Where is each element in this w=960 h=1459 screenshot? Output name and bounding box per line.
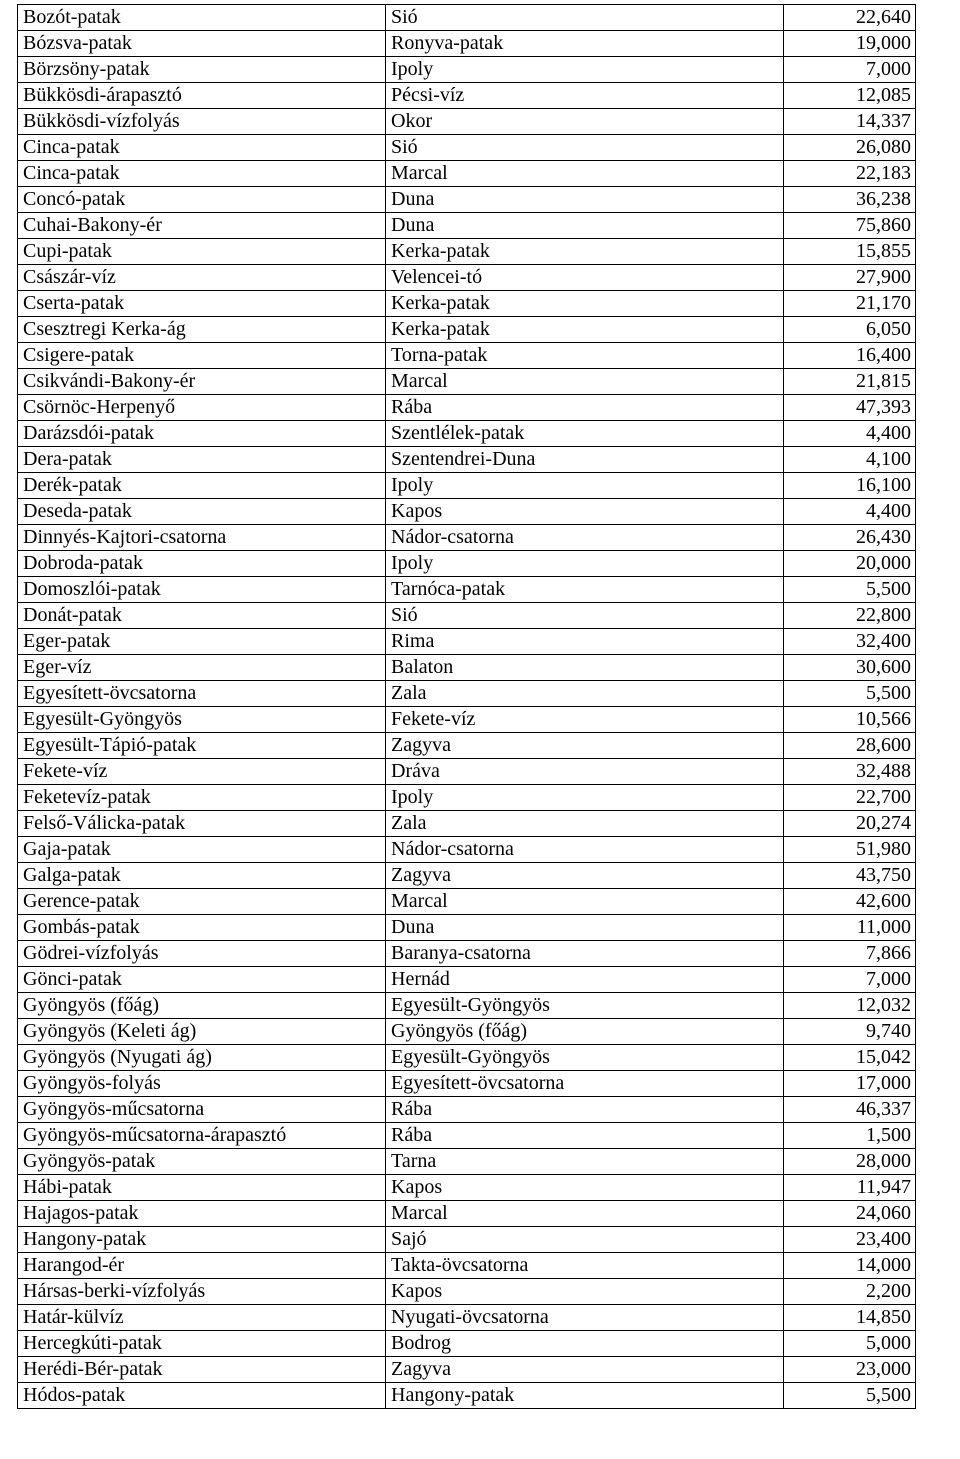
recipient-cell: Sió (386, 5, 784, 31)
recipient-cell: Nyugati-övcsatorna (386, 1305, 784, 1331)
length-cell: 7,866 (784, 941, 916, 967)
length-cell: 32,400 (784, 629, 916, 655)
watercourse-name-cell: Derék-patak (18, 473, 386, 499)
table-row (18, 1097, 916, 1123)
watercourse-name-cell: Darázsdói-patak (18, 421, 386, 447)
table-row (18, 655, 916, 681)
length-cell: 28,600 (784, 733, 916, 759)
recipient-cell: Ipoly (386, 785, 784, 811)
recipient-cell: Szentlélek-patak (386, 421, 784, 447)
table-row (18, 5, 916, 31)
recipient-cell: Egyesült-Gyöngyös (386, 993, 784, 1019)
recipient-cell: Marcal (386, 1201, 784, 1227)
watercourse-name-cell: Hangony-patak (18, 1227, 386, 1253)
length-cell: 11,947 (784, 1175, 916, 1201)
watercourse-name-cell: Határ-külvíz (18, 1305, 386, 1331)
table-row (18, 629, 916, 655)
watercourse-name-cell: Hábi-patak (18, 1175, 386, 1201)
length-cell: 16,100 (784, 473, 916, 499)
watercourse-name-cell: Feketevíz-patak (18, 785, 386, 811)
recipient-cell: Takta-övcsatorna (386, 1253, 784, 1279)
watercourse-name-cell: Concó-patak (18, 187, 386, 213)
length-cell: 23,000 (784, 1357, 916, 1383)
length-cell: 12,032 (784, 993, 916, 1019)
watercourse-name-cell: Dinnyés-Kajtori-csatorna (18, 525, 386, 551)
length-cell: 20,000 (784, 551, 916, 577)
recipient-cell: Ronyva-patak (386, 31, 784, 57)
length-cell: 21,170 (784, 291, 916, 317)
recipient-cell: Bodrog (386, 1331, 784, 1357)
length-cell: 4,100 (784, 447, 916, 473)
length-cell: 42,600 (784, 889, 916, 915)
recipient-cell: Rába (386, 1097, 784, 1123)
recipient-cell: Kerka-patak (386, 317, 784, 343)
watercourse-name-cell: Gyöngyös-patak (18, 1149, 386, 1175)
watercourse-name-cell: Harangod-ér (18, 1253, 386, 1279)
length-cell: 23,400 (784, 1227, 916, 1253)
table-row (18, 473, 916, 499)
watercourse-name-cell: Felső-Válicka-patak (18, 811, 386, 837)
watercourse-name-cell: Dera-patak (18, 447, 386, 473)
recipient-cell: Ipoly (386, 57, 784, 83)
watercourse-name-cell: Hódos-patak (18, 1383, 386, 1409)
length-cell: 12,085 (784, 83, 916, 109)
watercourse-name-cell: Gödrei-vízfolyás (18, 941, 386, 967)
recipient-cell: Okor (386, 109, 784, 135)
recipient-cell: Tarnóca-patak (386, 577, 784, 603)
table-row (18, 993, 916, 1019)
table-row (18, 187, 916, 213)
length-cell: 22,800 (784, 603, 916, 629)
recipient-cell: Velencei-tó (386, 265, 784, 291)
length-cell: 75,860 (784, 213, 916, 239)
table-row (18, 1201, 916, 1227)
length-cell: 26,080 (784, 135, 916, 161)
table-row (18, 1357, 916, 1383)
recipient-cell: Duna (386, 187, 784, 213)
watercourse-name-cell: Gönci-patak (18, 967, 386, 993)
length-cell: 22,640 (784, 5, 916, 31)
table-row (18, 1123, 916, 1149)
recipient-cell: Rába (386, 1123, 784, 1149)
length-cell: 22,183 (784, 161, 916, 187)
watercourse-name-cell: Gaja-patak (18, 837, 386, 863)
watercourse-name-cell: Bozót-patak (18, 5, 386, 31)
length-cell: 14,000 (784, 1253, 916, 1279)
watercourse-name-cell: Császár-víz (18, 265, 386, 291)
watercourse-name-cell: Csikvándi-Bakony-ér (18, 369, 386, 395)
length-cell: 32,488 (784, 759, 916, 785)
length-cell: 5,500 (784, 1383, 916, 1409)
watercourse-name-cell: Hajagos-patak (18, 1201, 386, 1227)
recipient-cell: Ipoly (386, 473, 784, 499)
recipient-cell: Gyöngyös (főág) (386, 1019, 784, 1045)
length-cell: 36,238 (784, 187, 916, 213)
table-row (18, 1175, 916, 1201)
watercourse-name-cell: Galga-patak (18, 863, 386, 889)
recipient-cell: Ipoly (386, 551, 784, 577)
recipient-cell: Hangony-patak (386, 1383, 784, 1409)
length-cell: 5,500 (784, 577, 916, 603)
table-row (18, 1045, 916, 1071)
length-cell: 7,000 (784, 967, 916, 993)
watercourse-name-cell: Hercegkúti-patak (18, 1331, 386, 1357)
table-row (18, 239, 916, 265)
recipient-cell: Marcal (386, 161, 784, 187)
length-cell: 24,060 (784, 1201, 916, 1227)
recipient-cell: Torna-patak (386, 343, 784, 369)
watercourse-name-cell: Bükkösdi-vízfolyás (18, 109, 386, 135)
length-cell: 14,337 (784, 109, 916, 135)
recipient-cell: Fekete-víz (386, 707, 784, 733)
length-cell: 26,430 (784, 525, 916, 551)
table-row (18, 161, 916, 187)
table-row (18, 265, 916, 291)
length-cell: 6,050 (784, 317, 916, 343)
watercourse-name-cell: Egyesült-Tápió-patak (18, 733, 386, 759)
table-row (18, 863, 916, 889)
table-row (18, 109, 916, 135)
watercourse-name-cell: Dobroda-patak (18, 551, 386, 577)
table-row (18, 1305, 916, 1331)
watercourse-name-cell: Deseda-patak (18, 499, 386, 525)
recipient-cell: Sió (386, 135, 784, 161)
length-cell: 16,400 (784, 343, 916, 369)
recipient-cell: Zagyva (386, 863, 784, 889)
table-row (18, 1331, 916, 1357)
length-cell: 47,393 (784, 395, 916, 421)
length-cell: 5,000 (784, 1331, 916, 1357)
table-row (18, 447, 916, 473)
recipient-cell: Rima (386, 629, 784, 655)
length-cell: 1,500 (784, 1123, 916, 1149)
recipient-cell: Dráva (386, 759, 784, 785)
table-row (18, 915, 916, 941)
watercourse-name-cell: Gyöngyös-műcsatorna (18, 1097, 386, 1123)
length-cell: 43,750 (784, 863, 916, 889)
recipient-cell: Kapos (386, 1279, 784, 1305)
recipient-cell: Kerka-patak (386, 291, 784, 317)
watercourse-name-cell: Gombás-patak (18, 915, 386, 941)
length-cell: 10,566 (784, 707, 916, 733)
recipient-cell: Baranya-csatorna (386, 941, 784, 967)
table-row (18, 785, 916, 811)
watercourse-name-cell: Gyöngyös (főág) (18, 993, 386, 1019)
length-cell: 4,400 (784, 499, 916, 525)
recipient-cell: Egyesült-Gyöngyös (386, 1045, 784, 1071)
recipient-cell: Tarna (386, 1149, 784, 1175)
length-cell: 20,274 (784, 811, 916, 837)
length-cell: 46,337 (784, 1097, 916, 1123)
recipient-cell: Hernád (386, 967, 784, 993)
table-row (18, 551, 916, 577)
table-row (18, 1071, 916, 1097)
watercourse-name-cell: Börzsöny-patak (18, 57, 386, 83)
watercourse-name-cell: Bózsva-patak (18, 31, 386, 57)
watercourse-name-cell: Herédi-Bér-patak (18, 1357, 386, 1383)
table-row (18, 291, 916, 317)
length-cell: 28,000 (784, 1149, 916, 1175)
recipient-cell: Zala (386, 681, 784, 707)
table-row (18, 967, 916, 993)
recipient-cell: Nádor-csatorna (386, 525, 784, 551)
watercourse-name-cell: Gerence-patak (18, 889, 386, 915)
length-cell: 19,000 (784, 31, 916, 57)
table-row (18, 83, 916, 109)
watercourse-name-cell: Gyöngyös-műcsatorna-árapasztó (18, 1123, 386, 1149)
watercourse-name-cell: Donát-patak (18, 603, 386, 629)
table-row (18, 811, 916, 837)
table-row (18, 343, 916, 369)
recipient-cell: Pécsi-víz (386, 83, 784, 109)
table-row (18, 681, 916, 707)
watercourse-name-cell: Cupi-patak (18, 239, 386, 265)
watercourse-name-cell: Cinca-patak (18, 135, 386, 161)
length-cell: 15,855 (784, 239, 916, 265)
table-row (18, 135, 916, 161)
watercourse-name-cell: Fekete-víz (18, 759, 386, 785)
rivers-table-body (18, 5, 916, 1409)
watercourse-name-cell: Egyesült-Gyöngyös (18, 707, 386, 733)
recipient-cell: Szentendrei-Duna (386, 447, 784, 473)
table-row (18, 1279, 916, 1305)
table-row (18, 57, 916, 83)
recipient-cell: Kapos (386, 1175, 784, 1201)
watercourse-name-cell: Csesztregi Kerka-ág (18, 317, 386, 343)
table-row (18, 1227, 916, 1253)
length-cell: 27,900 (784, 265, 916, 291)
table-row (18, 707, 916, 733)
watercourse-name-cell: Cinca-patak (18, 161, 386, 187)
length-cell: 2,200 (784, 1279, 916, 1305)
table-row (18, 837, 916, 863)
recipient-cell: Zagyva (386, 733, 784, 759)
watercourse-name-cell: Csörnöc-Herpenyő (18, 395, 386, 421)
recipient-cell: Zagyva (386, 1357, 784, 1383)
watercourse-name-cell: Eger-patak (18, 629, 386, 655)
recipient-cell: Kapos (386, 499, 784, 525)
length-cell: 4,400 (784, 421, 916, 447)
table-row (18, 31, 916, 57)
recipient-cell: Balaton (386, 655, 784, 681)
table-row (18, 577, 916, 603)
length-cell: 15,042 (784, 1045, 916, 1071)
table-row (18, 941, 916, 967)
watercourse-name-cell: Hársas-berki-vízfolyás (18, 1279, 386, 1305)
length-cell: 30,600 (784, 655, 916, 681)
table-row (18, 369, 916, 395)
table-row (18, 525, 916, 551)
table-row (18, 733, 916, 759)
length-cell: 7,000 (784, 57, 916, 83)
table-row (18, 889, 916, 915)
recipient-cell: Nádor-csatorna (386, 837, 784, 863)
table-row (18, 1149, 916, 1175)
watercourse-name-cell: Cuhai-Bakony-ér (18, 213, 386, 239)
rivers-table (17, 4, 916, 1409)
length-cell: 21,815 (784, 369, 916, 395)
recipient-cell: Duna (386, 915, 784, 941)
watercourse-name-cell: Bükkösdi-árapasztó (18, 83, 386, 109)
watercourse-name-cell: Egyesített-övcsatorna (18, 681, 386, 707)
recipient-cell: Sajó (386, 1227, 784, 1253)
recipient-cell: Sió (386, 603, 784, 629)
watercourse-name-cell: Gyöngyös (Keleti ág) (18, 1019, 386, 1045)
watercourse-name-cell: Csigere-patak (18, 343, 386, 369)
table-row (18, 603, 916, 629)
table-row (18, 1253, 916, 1279)
table-row (18, 759, 916, 785)
watercourse-name-cell: Eger-víz (18, 655, 386, 681)
watercourse-name-cell: Domoszlói-patak (18, 577, 386, 603)
table-row (18, 213, 916, 239)
length-cell: 51,980 (784, 837, 916, 863)
table-row (18, 395, 916, 421)
length-cell: 17,000 (784, 1071, 916, 1097)
table-row (18, 499, 916, 525)
table-row (18, 317, 916, 343)
length-cell: 14,850 (784, 1305, 916, 1331)
table-row (18, 1383, 916, 1409)
length-cell: 9,740 (784, 1019, 916, 1045)
recipient-cell: Rába (386, 395, 784, 421)
recipient-cell: Zala (386, 811, 784, 837)
watercourse-name-cell: Gyöngyös-folyás (18, 1071, 386, 1097)
recipient-cell: Duna (386, 213, 784, 239)
recipient-cell: Egyesített-övcsatorna (386, 1071, 784, 1097)
watercourse-name-cell: Gyöngyös (Nyugati ág) (18, 1045, 386, 1071)
table-row (18, 421, 916, 447)
watercourse-name-cell: Cserta-patak (18, 291, 386, 317)
length-cell: 11,000 (784, 915, 916, 941)
recipient-cell: Marcal (386, 369, 784, 395)
recipient-cell: Marcal (386, 889, 784, 915)
length-cell: 5,500 (784, 681, 916, 707)
length-cell: 22,700 (784, 785, 916, 811)
recipient-cell: Kerka-patak (386, 239, 784, 265)
table-row (18, 1019, 916, 1045)
